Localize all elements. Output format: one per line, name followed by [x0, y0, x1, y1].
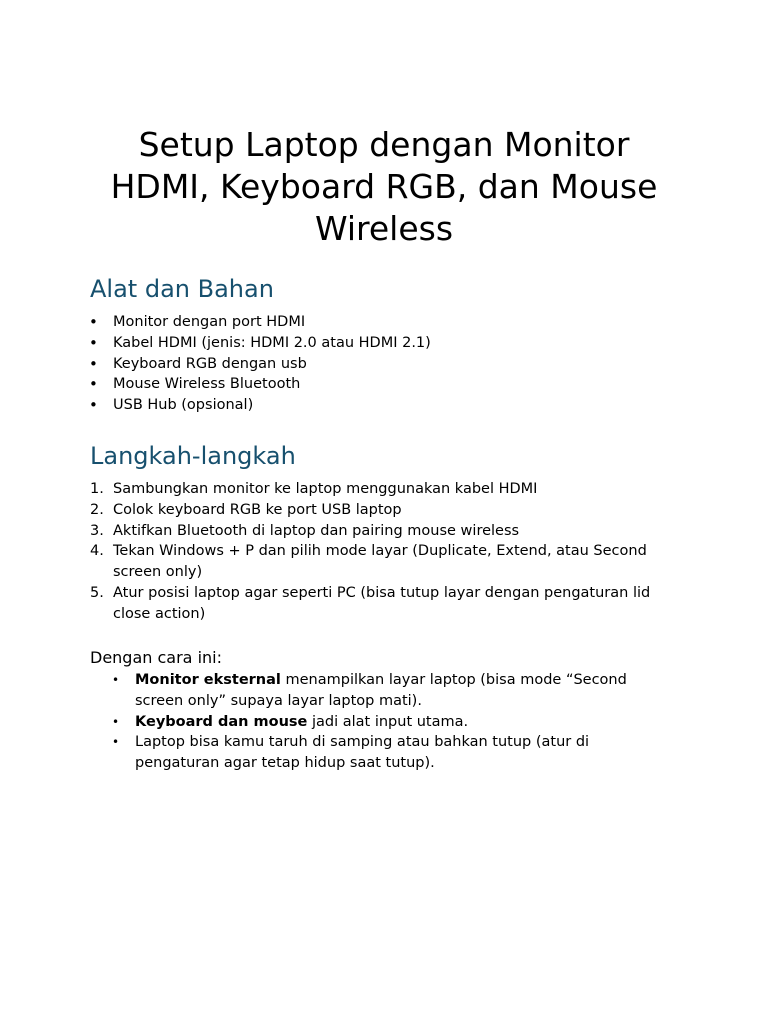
step-item	[90, 583, 690, 625]
list-item-text: Keyboard RGB dengan usb	[113, 355, 307, 372]
list-item	[112, 712, 672, 733]
list-item-text: Monitor dengan port HDMI	[113, 314, 306, 330]
section-heading-steps: Langkah-langkah	[90, 442, 296, 470]
section-heading-tools: Alat dan Bahan	[90, 275, 274, 303]
step-text: Tekan Windows + P dan pilih mode layar (Duplicate, Extend, atau Second screen only)	[113, 543, 647, 581]
list-item	[90, 395, 690, 416]
bullet-icon: •	[89, 396, 98, 415]
list-item-text: Kabel HDMI (jenis: HDMI 2.0 atau HDMI 2.1)	[113, 334, 431, 351]
result-list	[112, 670, 672, 774]
bullet-icon: •	[112, 735, 120, 750]
list-item	[112, 670, 672, 712]
list-item-text: menampilkan layar laptop (bisa mode “Second screen only” supaya layar laptop mati).	[135, 672, 627, 709]
step-number: 2.	[90, 501, 104, 518]
list-item	[90, 354, 690, 375]
list-item-text: jadi alat input utama.	[307, 713, 469, 730]
bold-term: Keyboard dan mouse	[135, 713, 308, 730]
bullet-icon: •	[89, 375, 98, 394]
list-item-text: Mouse Wireless Bluetooth	[113, 376, 301, 393]
bullet-icon: •	[89, 354, 98, 373]
list-item	[90, 333, 690, 354]
bullet-icon: •	[89, 313, 98, 331]
tools-list	[90, 312, 690, 416]
step-text: Atur posisi laptop agar seperti PC (bisa tutup layar dengan pengaturan lid close action)	[113, 584, 651, 622]
list-item	[90, 374, 690, 395]
list-item-text: USB Hub (opsional)	[113, 397, 254, 414]
list-item	[90, 312, 690, 333]
step-text: Sambungkan monitor ke laptop menggunakan kabel HDMI	[113, 481, 538, 497]
bullet-icon: •	[112, 714, 120, 729]
steps-list	[90, 479, 690, 625]
step-text: Aktifkan Bluetooth di laptop dan pairing mouse wireless	[113, 522, 520, 539]
document-title: Setup Laptop dengan Monitor HDMI, Keyboard RGB, dan Mouse Wireless	[110, 125, 658, 248]
step-item	[90, 521, 690, 542]
step-item	[90, 479, 690, 500]
step-text: Colok keyboard RGB ke port USB laptop	[113, 501, 402, 518]
bold-term: Monitor eksternal	[135, 672, 281, 688]
bullet-icon: •	[89, 333, 98, 352]
list-item-text: Laptop bisa kamu taruh di samping atau bahkan tutup (atur di pengaturan agar tetap hidup saat tutup).	[135, 734, 590, 772]
bullet-icon: •	[112, 673, 120, 687]
result-intro: Dengan cara ini:	[90, 648, 222, 667]
step-number: 1.	[90, 481, 104, 497]
step-number: 3.	[90, 522, 104, 539]
step-item	[90, 500, 690, 521]
step-number: 5.	[90, 584, 104, 601]
step-item	[90, 541, 690, 583]
step-number: 4.	[90, 543, 104, 560]
list-item	[112, 732, 672, 774]
